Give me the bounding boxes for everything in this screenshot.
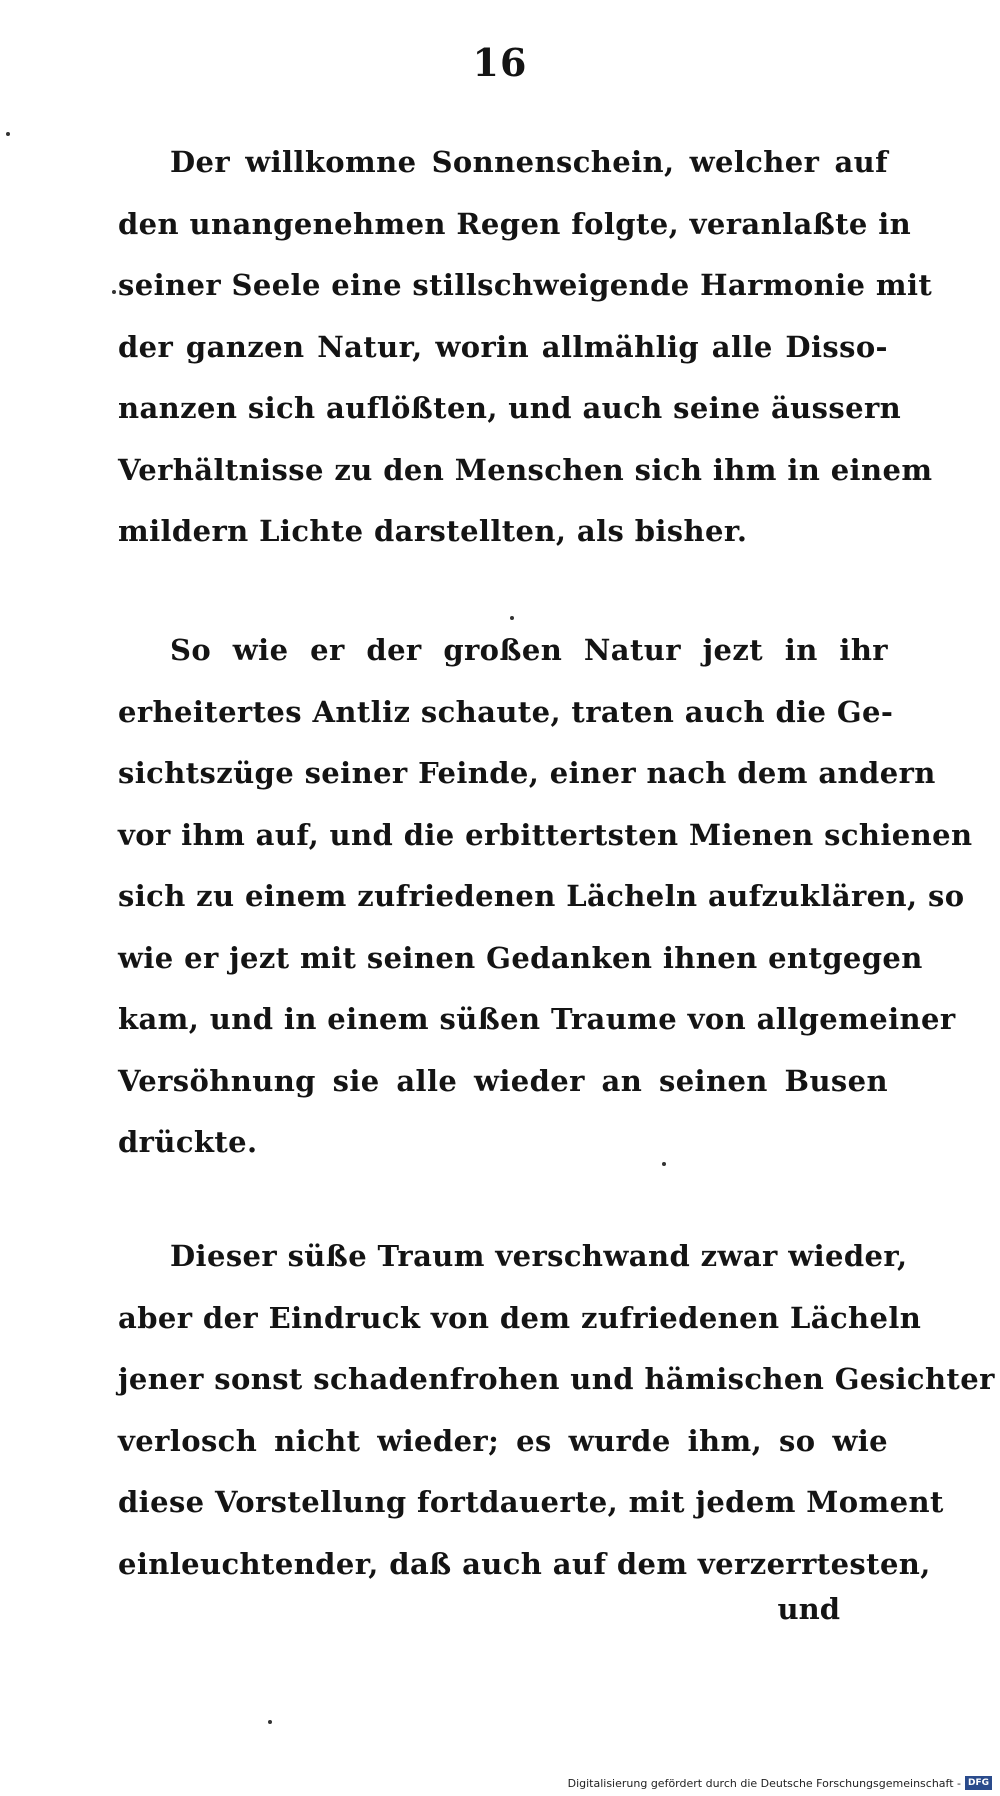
scan-speck [268, 1720, 272, 1724]
text-line: verlosch nicht wieder; es wurde ihm, so wie [118, 1423, 888, 1458]
text-line: So wie er der großen Natur jezt in ihr [170, 633, 888, 667]
text-line: sichtszüge seiner Feinde, einer nach dem andern [118, 756, 936, 790]
text-line: Der willkomne Sonnenschein, welcher auf [170, 145, 888, 179]
text-line: nanzen sich auflößten, und auch seine äussern [118, 391, 902, 425]
text-line: seiner Seele eine stillschweigende Harmonie mit [118, 268, 933, 302]
digitization-credit [568, 1776, 992, 1790]
text-line: diese Vorstellung fortdauerte, mit jedem Moment [118, 1485, 944, 1519]
paragraph-1 [118, 132, 933, 563]
text-line: vor ihm auf, und die erbittertsten Mienen schienen [118, 817, 973, 852]
dfg-logo-icon: DFG [965, 1776, 992, 1790]
footer-text: Digitalisierung gefördert durch die Deutsche Forschungsgemeinschaft - [567, 1776, 961, 1790]
scan-speck [510, 616, 514, 620]
text-line: mildern Lichte darstellten, als bisher. [118, 514, 748, 548]
text-line: erheitertes Antliz schaute, traten auch die Ge- [118, 694, 894, 729]
text-line: den unangenehmen Regen folgte, veranlaßte in [118, 206, 912, 241]
scan-speck [6, 132, 10, 136]
catchword: und [777, 1592, 840, 1626]
text-line: kam, und in einem süßen Traume von allgemeiner [118, 1002, 956, 1036]
text-line: jener sonst schadenfrohen und hämischen Gesichter [118, 1362, 995, 1396]
scan-speck [662, 1162, 666, 1166]
scan-speck [112, 290, 116, 294]
text-line: Verhältnisse zu den Menschen sich ihm in einem [118, 452, 933, 487]
text-line: wie er jezt mit seinen Gedanken ihnen entgegen [118, 940, 923, 975]
text-line: einleuchtender, daß auch auf dem verzerrtesten, [118, 1546, 931, 1581]
text-line: sich zu einem zufriedenen Lächeln aufzuklären, so [118, 879, 965, 913]
text-line: drückte. [118, 1125, 258, 1159]
paragraph-2 [118, 620, 973, 1174]
page-number: 16 [472, 40, 528, 85]
paragraph-3 [118, 1226, 995, 1595]
text-line: Versöhnung sie alle wieder an seinen Busen [118, 1063, 888, 1098]
text-line: Dieser süße Traum verschwand zwar wieder, [170, 1239, 908, 1273]
text-line: aber der Eindruck von dem zufriedenen Lächeln [118, 1300, 922, 1335]
text-line: der ganzen Natur, worin allmählig alle Disso- [118, 329, 888, 364]
